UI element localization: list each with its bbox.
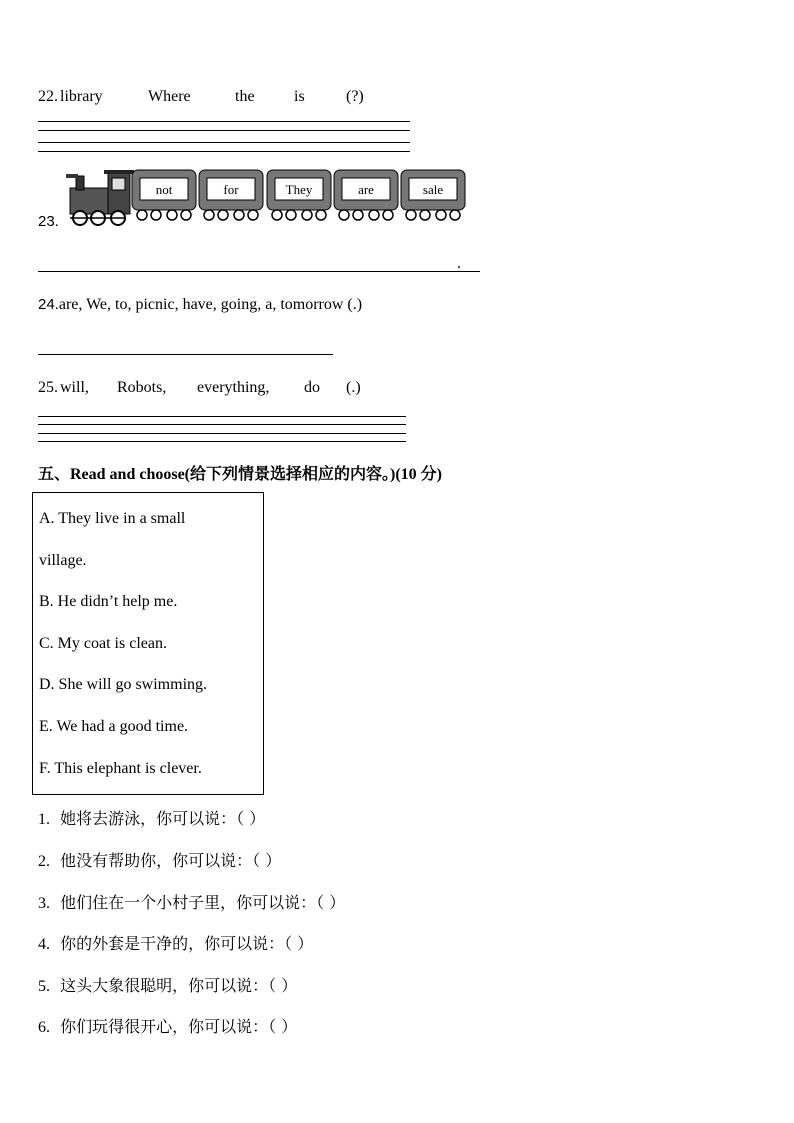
writing-line[interactable] [38, 424, 406, 425]
option-c: C. My coat is clean. [39, 635, 167, 652]
item-text[interactable]: 你们玩得很开心，你可以说：（ ） [60, 1017, 298, 1036]
writing-line[interactable] [38, 121, 410, 122]
train-word-not: not [155, 182, 173, 197]
answer-line[interactable] [38, 354, 333, 355]
question-22-number: 22. [38, 88, 58, 105]
question-25-number: 25. [38, 379, 58, 396]
list-item: 1. 她将去游泳，你可以说：（ ） [38, 809, 266, 828]
train-word-they: They [285, 182, 313, 197]
locomotive-icon [66, 170, 134, 225]
option-e: E. We had a good time. [39, 718, 189, 735]
item-text[interactable]: 他没有帮助你，你可以说：（ ） [60, 851, 282, 870]
train-word-sale: sale [422, 182, 444, 197]
writing-line[interactable] [38, 433, 406, 434]
list-item: 4. 你的外套是干净的，你可以说：（ ） [38, 934, 314, 953]
writing-line[interactable] [38, 151, 410, 152]
word-everything: everything, [197, 379, 270, 396]
list-item: 5. 这头大象很聪明，你可以说：（ ） [38, 976, 298, 995]
option-d: D. She will go swimming. [39, 676, 208, 693]
option-f: F. This elephant is clever. [39, 760, 202, 777]
option-a-continued: village. [39, 552, 87, 569]
item-text[interactable]: 这头大象很聪明，你可以说：（ ） [60, 976, 298, 995]
section-title: 五、Read and choose(给下列情景选择相应的内容。)(10 分) [38, 466, 442, 483]
options-box [32, 492, 264, 795]
word-where: Where [148, 88, 191, 105]
question-24-number: 24. [38, 296, 59, 313]
answer-line[interactable] [38, 271, 480, 272]
word-the: the [235, 88, 255, 105]
item-text[interactable]: 你的外套是干净的，你可以说：（ ） [60, 934, 314, 953]
train-illustration [60, 168, 470, 230]
item-text[interactable]: 他们住在一个小村子里，你可以说：（ ） [60, 893, 346, 912]
writing-line[interactable] [38, 142, 410, 143]
item-text[interactable]: 她将去游泳，你可以说：（ ） [60, 809, 266, 828]
question-24-words: are, We, to, picnic, have, going, a, tomorrow (.) [58, 296, 363, 313]
question-23-number: 23. [38, 213, 59, 230]
list-item: 2. 他没有帮助你，你可以说：（ ） [38, 851, 282, 870]
word-do: do [304, 379, 320, 396]
word-robots: Robots, [117, 379, 167, 396]
train-word-for: for [223, 182, 239, 197]
word-library: library [60, 88, 103, 105]
option-b: B. He didn’t help me. [39, 593, 178, 610]
train-word-are: are [358, 182, 374, 197]
word-is: is [294, 88, 305, 105]
writing-line[interactable] [38, 130, 410, 131]
word-will: will, [60, 379, 89, 396]
word-question-mark: (?) [346, 88, 364, 105]
list-item: 6. 你们玩得很开心，你可以说：（ ） [38, 1017, 298, 1036]
writing-line[interactable] [38, 441, 406, 442]
option-a: A. They live in a small [39, 510, 186, 527]
question-24-text [38, 296, 362, 314]
word-period: (.) [346, 379, 361, 396]
writing-line[interactable] [38, 416, 406, 417]
end-period: . [457, 255, 461, 272]
list-item: 3. 他们住在一个小村子里，你可以说：（ ） [38, 893, 346, 912]
